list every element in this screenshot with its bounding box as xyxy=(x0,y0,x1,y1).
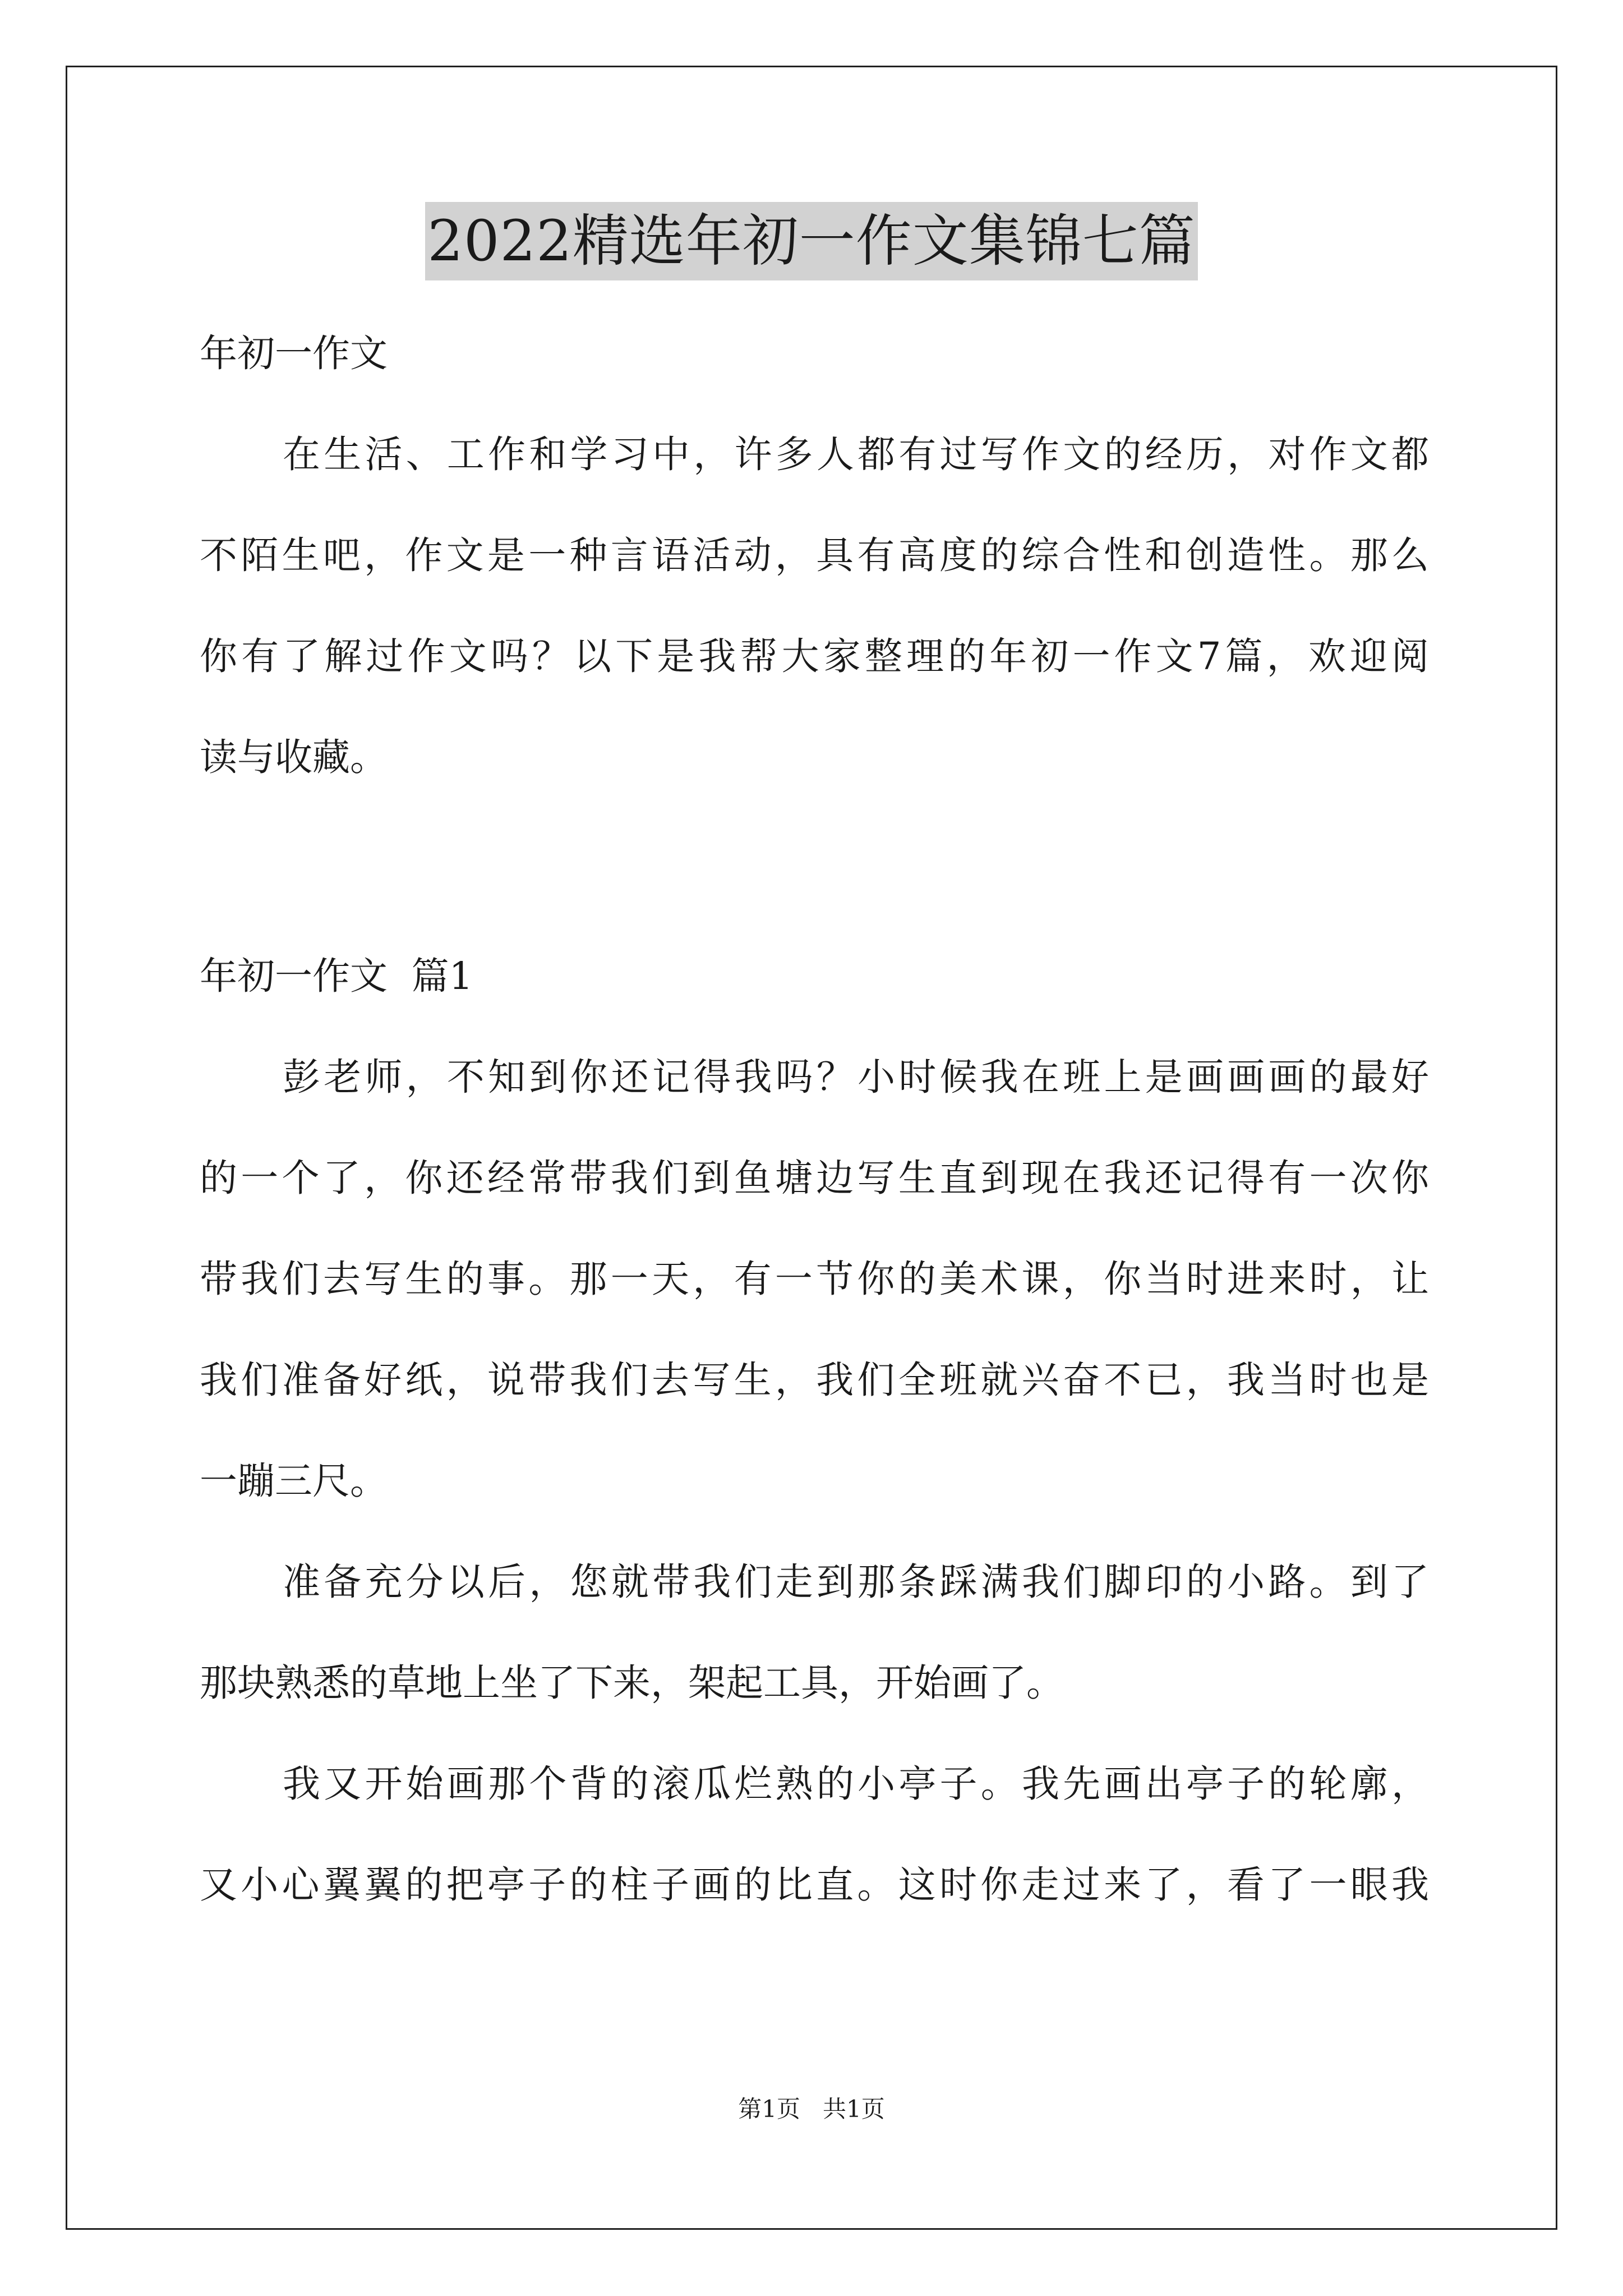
paragraph-line: 我又开始画那个背的滚瓜烂熟的小亭子。我先画出亭子的轮廓， xyxy=(283,1762,1429,1806)
intro-line: 你有了解过作文吗？以下是我帮大家整理的年初一作文7篇，欢迎阅 xyxy=(200,634,1429,678)
document-body xyxy=(200,303,1429,1935)
document-title: 2022精选年初一作文集锦七篇 xyxy=(425,202,1198,280)
paragraph-line: 又小心翼翼的把亭子的柱子画的比直。这时你走过来了，看了一眼我 xyxy=(200,1863,1429,1907)
title-container xyxy=(0,202,1623,280)
paragraph-line: 准备充分以后，您就带我们走到那条踩满我们脚印的小路。到了 xyxy=(283,1560,1429,1604)
section-gap xyxy=(200,808,1429,926)
page-footer: 第1页 共1页 xyxy=(738,2095,885,2123)
intro-line: 读与收藏。 xyxy=(200,735,388,779)
intro-heading: 年初一作文 xyxy=(200,332,388,375)
section-heading: 年初一作文 篇1 xyxy=(200,954,473,998)
paragraph-line: 带我们去写生的事。那一天，有一节你的美术课，你当时进来时，让 xyxy=(200,1257,1429,1301)
paragraph-line: 我们准备好纸，说带我们去写生，我们全班就兴奋不已，我当时也是 xyxy=(200,1358,1429,1402)
paragraph-line: 的一个了，你还经常带我们到鱼塘边写生直到现在我还记得有一次你 xyxy=(200,1156,1429,1200)
paragraph-line: 那块熟悉的草地上坐了下来，架起工具，开始画了。 xyxy=(200,1661,1064,1705)
paragraph-line: 彭老师，不知到你还记得我吗？小时候我在班上是画画画的最好 xyxy=(283,1055,1429,1099)
paragraph-line: 一蹦三尺。 xyxy=(200,1459,388,1503)
intro-line: 在生活、工作和学习中，许多人都有过写作文的经历，对作文都 xyxy=(283,432,1429,476)
intro-line: 不陌生吧，作文是一种言语活动，具有高度的综合性和创造性。那么 xyxy=(200,533,1429,577)
